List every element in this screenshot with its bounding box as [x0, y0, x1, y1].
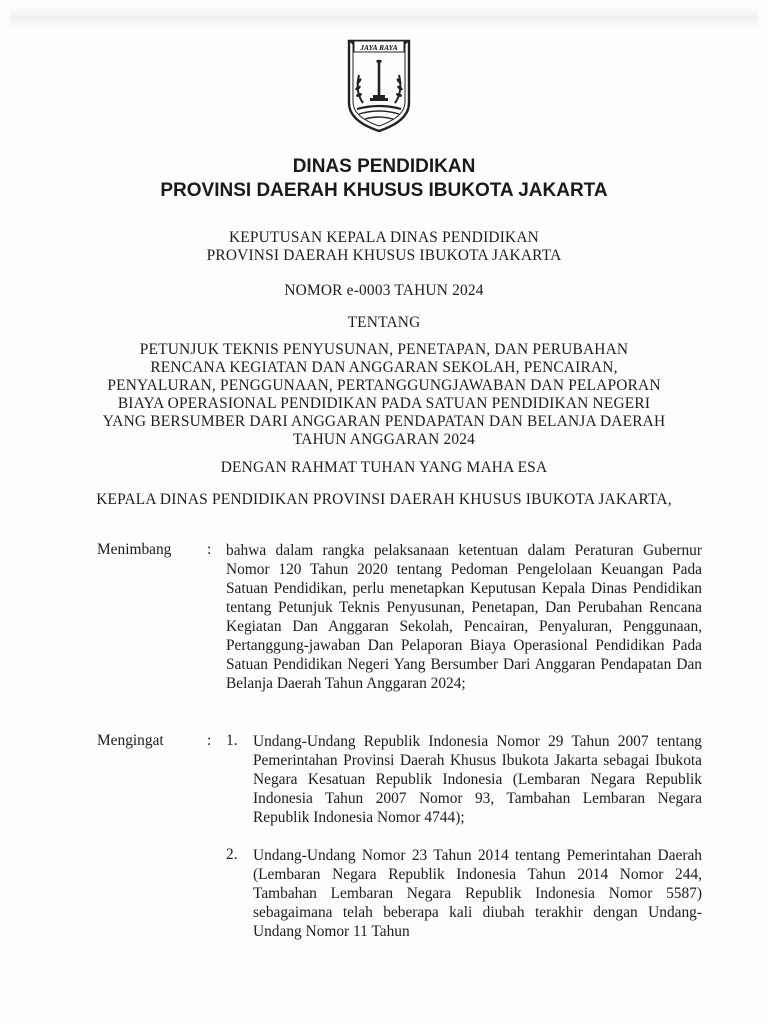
subject-line: BIAYA OPERASIONAL PENDIDIKAN PADA SATUAN PENDIDIKAN NEGERI	[117, 395, 651, 412]
province-name: PROVINSI DAERAH KHUSUS IBUKOTA JAKARTA	[160, 180, 608, 201]
mengingat-colon: :	[207, 732, 212, 749]
subject-line: TAHUN ANGGARAN 2024	[292, 431, 476, 448]
mengingat-item-text: Undang-Undang Republik Indonesia Nomor 29 Tahun 2007 tentang Pemerintahan Provinsi Daerah Khusus Ibukota Jakarta sebagai Ibukota Negara Kesatuan Republik Indonesia (Lembaran Negara Republik Indonesia Tahun 2007 Nomor 93, Tambahan Lembaran Negara Republik Indonesia Nomor 4744);	[253, 733, 702, 826]
mengingat-item-text: Undang-Undang Nomor 23 Tahun 2014 tentang Pemerintahan Daerah (Lembaran Negara Republik Indonesia Tahun 2014 Nomor 244, Tambahan Lembaran Negara Republik Indonesia Nomor 5587) sebagaimana telah beberapa kali diubah terakhir dengan Undang-Undang Nomor 11 Tahun	[253, 847, 702, 940]
subject-line: PENYALURAN, PENGGUNAAN, PERTANGGUNGJAWABAN DAN PELAPORAN	[107, 377, 661, 394]
subject-line: YANG BERSUMBER DARI ANGGARAN PENDAPATAN DAN BELANJA DAERAH	[102, 413, 666, 430]
mengingat-item-number: 2.	[226, 846, 238, 863]
decree-title-line1: KEPUTUSAN KEPALA DINAS PENDIDIKAN	[228, 229, 539, 246]
menimbang-label: Menimbang	[97, 541, 172, 558]
blessing-line: DENGAN RAHMAT TUHAN YANG MAHA ESA	[220, 459, 548, 476]
tentang-heading: TENTANG	[347, 314, 421, 331]
agency-name: DINAS PENDIDIKAN	[292, 156, 476, 177]
mengingat-item-number: 1.	[226, 732, 238, 749]
menimbang-text: bahwa dalam rangka pelaksanaan ketentuan dalam Peraturan Gubernur Nomor 120 Tahun 2020 tentang Pedoman Pengelolaan Keuangan Pada Satuan Pendidikan, perlu menetapkan Keputusan Kepala Dinas Pendidikan tentang Petunjuk Teknis Penyusunan, Penetapan, Dan Perubahan Rencana Kegiatan Dan Anggaran Sekolah, Pencairan, Penyaluran, Penggunaan, Pertanggung-jawaban Dan Pelaporan Biaya Operasional Pendidikan Pada Satuan Pendidikan Negeri Yang Bersumber Dari Anggaran Pendapatan Dan Belanja Daerah Tahun Anggaran 2024;	[226, 542, 702, 692]
logo-banner-text: JAYA RAYA	[360, 43, 398, 52]
decree-title-line2: PROVINSI DAERAH KHUSUS IBUKOTA JAKARTA	[206, 247, 562, 264]
scan-artifact	[10, 8, 758, 28]
authority-line: KEPALA DINAS PENDIDIKAN PROVINSI DAERAH KHUSUS IBUKOTA JAKARTA,	[96, 491, 672, 508]
mengingat-label: Mengingat	[97, 732, 164, 749]
jakarta-coat-of-arms-icon	[345, 37, 413, 133]
menimbang-colon: :	[207, 541, 212, 558]
decree-number: NOMOR e-0003 TAHUN 2024	[284, 282, 484, 299]
subject-line: RENCANA KEGIATAN DAN ANGGARAN SEKOLAH, PENCAIRAN,	[150, 359, 618, 376]
subject-line: PETUNJUK TEKNIS PENYUSUNAN, PENETAPAN, DAN PERUBAHAN	[139, 341, 629, 358]
